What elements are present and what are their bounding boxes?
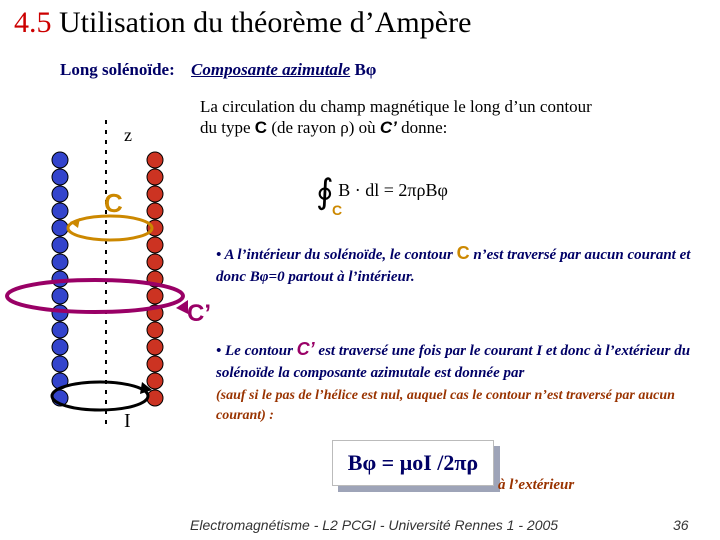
footer-text: Electromagnétisme - L2 PCGI - Université Rennes 1 - 2005 (190, 517, 559, 533)
contour-integral-symbol: ∮ (316, 174, 334, 211)
wire-out (147, 339, 163, 355)
wire-out (147, 152, 163, 168)
page-number: 36 (673, 517, 689, 533)
exterior-contour-glyph: C’ (296, 339, 315, 359)
exterior-statement (216, 338, 706, 384)
wire-in (52, 186, 68, 202)
wire-in (52, 254, 68, 270)
wire-out (147, 373, 163, 389)
exterior-prefix: • Le contour (216, 343, 293, 359)
circulation-line1: La circulation du champ magnétique le long d’un contour (200, 97, 592, 116)
wire-out (147, 203, 163, 219)
circulation-line2 (200, 117, 700, 138)
circulation-text (200, 96, 700, 138)
contour-c-glyph: C (254, 118, 268, 137)
wire-out (147, 254, 163, 270)
contour-c-label: C (104, 188, 123, 218)
wire-in (52, 220, 68, 236)
wire-out (147, 169, 163, 185)
wire-in (52, 203, 68, 219)
interior-prefix: • A l’intérieur du solénoïde, le contour (216, 247, 453, 263)
wire-out (147, 288, 163, 304)
circulation-line2-a: du type (200, 118, 251, 137)
section-title: Utilisation du théorème d’Ampère (59, 6, 472, 39)
helix-note: (sauf si le pas de l’hélice est nul, auquel cas le contour n’est traversé par aucun courant) : (216, 388, 675, 423)
interior-rest: n’est traversé par aucun courant et donc Bφ=0 partout à l’intérieur. (216, 247, 691, 285)
solenoid-right-wires (147, 152, 163, 406)
contour-c-prime-label: C’ (187, 300, 211, 327)
circulation-formula (316, 172, 448, 218)
formula-body: B · dl = 2πρBφ (338, 180, 448, 201)
wire-in (52, 169, 68, 185)
page-title (14, 6, 471, 40)
circulation-line2-b: (de rayon ρ) où (271, 118, 376, 137)
solenoid-diagram (0, 100, 215, 440)
z-axis-label: z (124, 125, 132, 145)
wire-in (52, 356, 68, 372)
wire-out (147, 186, 163, 202)
wire-in (52, 322, 68, 338)
interior-contour-glyph: C (456, 243, 470, 263)
subtitle (60, 60, 376, 80)
result-box: Bφ = μoI /2πρ (332, 440, 494, 486)
contour-c (68, 216, 152, 240)
outside-label: à l’extérieur (498, 477, 575, 493)
current-label: I (124, 410, 131, 432)
contour-c-prime-glyph: C’ (379, 118, 397, 137)
exterior-rest: est traversé une fois par le courant I et donc à l’extérieur du solénoïde la composante azimutale est donnée par (216, 343, 691, 381)
wire-in (52, 339, 68, 355)
wire-out (147, 237, 163, 253)
subtitle-field: Bφ (354, 60, 377, 79)
section-number: 4.5 (14, 6, 52, 39)
interior-statement (216, 242, 706, 288)
wire-in (52, 288, 68, 304)
wire-out (147, 390, 163, 406)
subtitle-component: Composante azimutale (191, 60, 351, 79)
circulation-line2-c: donne: (401, 118, 448, 137)
wire-in (52, 152, 68, 168)
wire-out (147, 356, 163, 372)
wire-out (147, 322, 163, 338)
wire-in (52, 237, 68, 253)
integral-subscript: C (332, 202, 343, 218)
subtitle-label: Long solénoïde: (60, 60, 175, 79)
contour-c-arrow (70, 218, 80, 228)
